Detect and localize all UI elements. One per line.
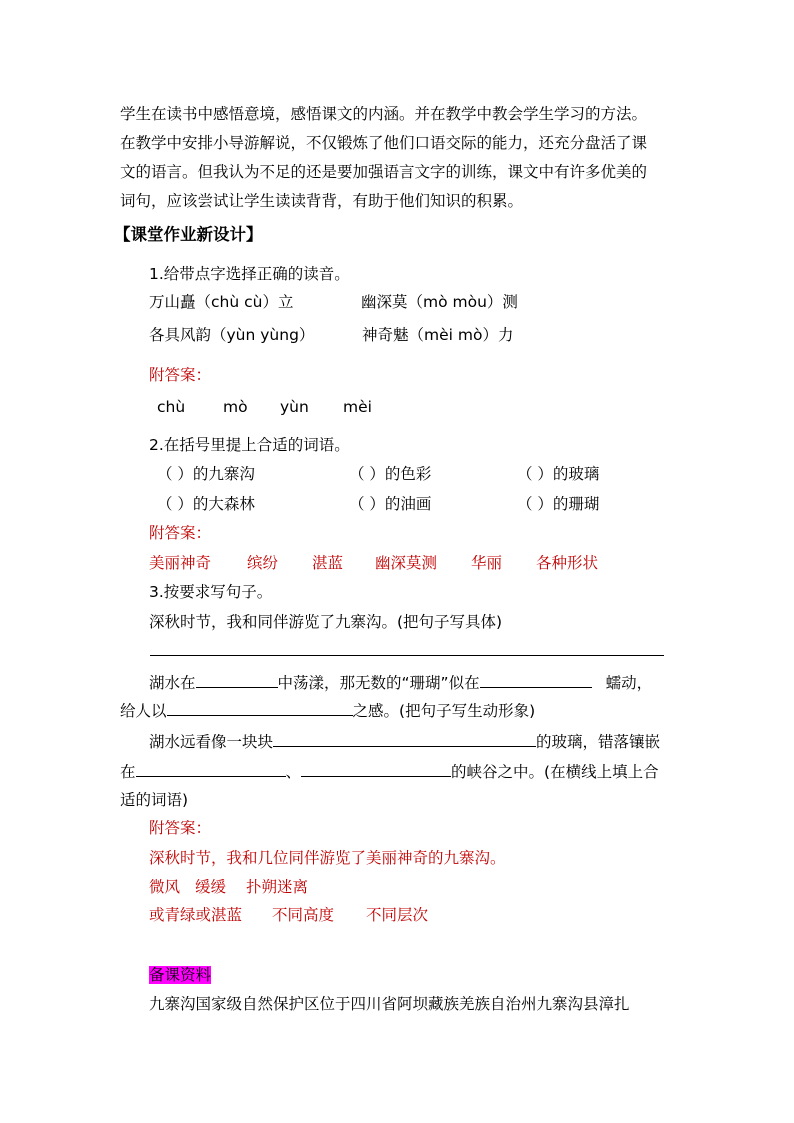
q2-blank-4: （ ）的大森林 xyxy=(157,495,255,513)
q2-answer-3: 湛蓝 xyxy=(312,554,344,572)
q3-answer-3 xyxy=(149,905,428,925)
reflection-line-1: 学生在读书中感悟意境，感悟课文的内涵。并在教学中教会学生学习的方法。 xyxy=(120,105,648,123)
q3-s2-part-b: 中荡漾，那无数的“珊瑚”似在 xyxy=(277,674,480,692)
q1-item-2: 幽深莫（mò mòu）测 xyxy=(361,293,518,311)
q2-answer-1: 美丽神奇 xyxy=(149,554,212,572)
q2-blank-1: （ ）的九寨沟 xyxy=(157,465,255,483)
q3-answer-1: 深秋时节，我和几位同伴游览了美丽神奇的九寨沟。 xyxy=(149,849,506,867)
reference-text: 九寨沟国家级自然保护区位于四川省阿坝藏族羌族自治州九寨沟县漳扎 xyxy=(149,995,630,1013)
reference-label xyxy=(149,965,211,985)
q3-answer-label: 附答案： xyxy=(149,819,212,837)
q3-s2-blank-3 xyxy=(167,700,353,716)
q3-s2-blank-2 xyxy=(480,672,592,688)
q3-sentence-2-line-2 xyxy=(120,700,535,721)
q3-s3-part-c: 在 xyxy=(120,763,136,781)
reflection-line-2: 在教学中安排小导游解说，不仅锻炼了他们口语交际的能力，还充分盘活了课 xyxy=(120,134,648,152)
q3-s3-part-d: 、 xyxy=(285,763,302,781)
q3-s2-part-e: 之感。(把句子写生动形象) xyxy=(352,702,536,720)
q3-sentence-3-line-2 xyxy=(120,761,659,782)
q3-answer-2-item: 缓缓 xyxy=(195,878,227,896)
reflection-line-3: 文的语言。但我认为不足的还是要加强语言文字的训练，课文中有许多优美的 xyxy=(120,163,648,181)
q3-s2-part-d: 给人以 xyxy=(120,702,167,720)
q2-blank-6: （ ）的珊瑚 xyxy=(517,495,600,513)
q3-s3-blank-3 xyxy=(301,761,451,777)
q3-prompt: 3.按要求写句子。 xyxy=(149,583,273,601)
q3-sentence-3-line-1 xyxy=(149,731,660,752)
q2-blank-5: （ ）的油画 xyxy=(349,495,432,513)
q3-s3-part-a: 湖水远看像一块块 xyxy=(149,733,274,751)
q2-answer-2: 缤纷 xyxy=(247,554,279,572)
q1-prompt: 1.给带点字选择正确的读音。 xyxy=(149,265,350,283)
q3-s2-part-c: 蠕动， xyxy=(605,674,653,692)
q2-blank-2: （ ）的色彩 xyxy=(349,465,432,483)
q3-s2-part-a: 湖水在 xyxy=(149,674,196,692)
q3-sentence-3-line-3: 适的词语) xyxy=(120,791,189,809)
q3-s3-part-b: 的玻璃，错落镶嵌 xyxy=(536,733,661,751)
q1-answer-1: chù xyxy=(157,398,186,416)
q1-item-3: 各具风韵（yùn yùng） xyxy=(149,326,315,344)
q1-answer-4: mèi xyxy=(343,398,372,416)
q1-item-1: 万山矗（chù cù）立 xyxy=(149,293,294,311)
q3-answer-3-item: 不同层次 xyxy=(366,906,429,924)
q3-answer-2-item: 扑朔迷离 xyxy=(246,878,309,896)
reference-label-text: 备课资料 xyxy=(149,966,212,984)
q3-sentence-1: 深秋时节，我和同伴游览了九寨沟。(把句子写具体) xyxy=(149,613,503,631)
section-title: 【课堂作业新设计】 xyxy=(114,225,263,244)
q2-answer-4: 幽深莫测 xyxy=(375,554,438,572)
q3-answer-line xyxy=(150,655,664,656)
q2-answer-6: 各种形状 xyxy=(536,554,599,572)
q2-answer-label: 附答案： xyxy=(149,524,212,542)
q2-prompt: 2.在括号里提上合适的词语。 xyxy=(149,436,350,454)
q3-answer-3-item: 不同高度 xyxy=(272,906,335,924)
q3-s2-blank-1 xyxy=(196,672,278,688)
q2-answer-5: 华丽 xyxy=(471,554,503,572)
q3-answer-3-item: 或青绿或湛蓝 xyxy=(149,906,243,924)
q3-sentence-2-line-1 xyxy=(149,672,652,693)
q3-s3-blank-1 xyxy=(273,731,536,747)
q1-answer-label: 附答案： xyxy=(149,366,212,384)
q1-answer-2: mò xyxy=(223,398,248,416)
reflection-line-4: 词句，应该尝试让学生读读背背，有助于他们知识的积累。 xyxy=(120,192,524,210)
q3-answer-2-item: 微风 xyxy=(149,878,181,896)
q1-answer-3: yùn xyxy=(280,398,309,416)
q3-s3-blank-2 xyxy=(136,761,286,777)
q3-answer-2 xyxy=(149,877,308,897)
q1-item-4: 神奇魅（mèi mò）力 xyxy=(362,326,514,344)
q3-s3-part-e: 的峡谷之中。(在横线上填上合 xyxy=(451,763,659,781)
q2-blank-3: （ ）的玻璃 xyxy=(517,465,600,483)
